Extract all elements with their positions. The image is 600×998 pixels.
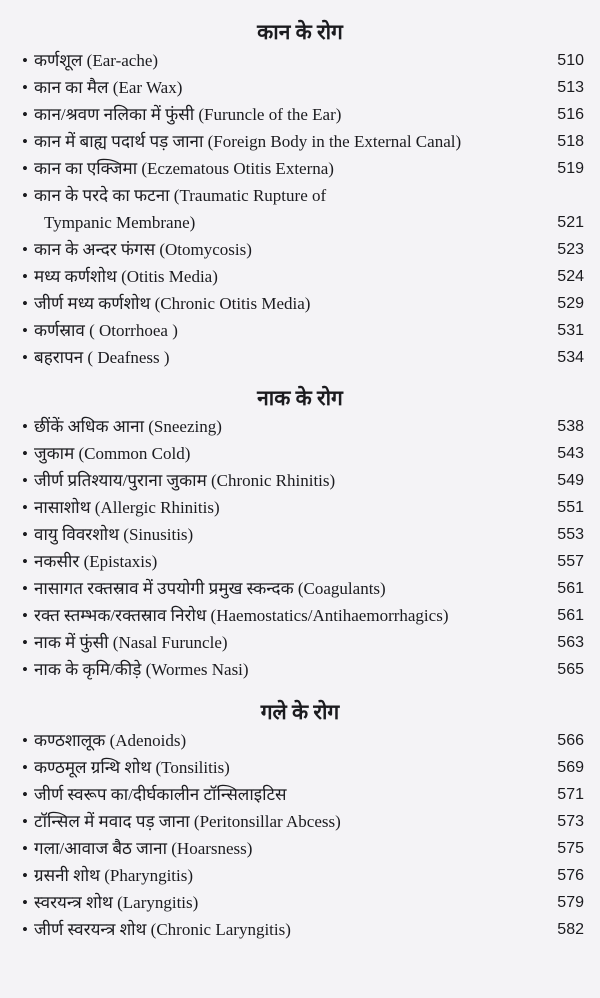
bullet-icon: • bbox=[22, 839, 28, 858]
page-number: 561 bbox=[557, 580, 584, 597]
toc-entry[interactable] bbox=[0, 808, 600, 835]
entry-title: कान का एक्जिमा (Eczematous Otitis Externa) bbox=[34, 159, 334, 178]
entry-title-continued: Tympanic Membrane) bbox=[44, 213, 196, 232]
toc-entry[interactable] bbox=[0, 317, 600, 344]
bullet-icon: • bbox=[22, 159, 28, 178]
bullet-icon: • bbox=[22, 758, 28, 777]
section-heading: कान के रोग bbox=[257, 20, 343, 44]
page-number: 513 bbox=[557, 79, 584, 96]
toc-entry[interactable] bbox=[0, 413, 600, 440]
bullet-icon: • bbox=[22, 78, 28, 97]
section-throat-diseases bbox=[0, 697, 600, 943]
page-number: 534 bbox=[557, 349, 584, 366]
toc-entry[interactable] bbox=[0, 575, 600, 602]
page-number: 576 bbox=[557, 867, 584, 884]
page-number: 551 bbox=[557, 499, 584, 516]
page-number: 575 bbox=[557, 840, 584, 857]
page-number: 519 bbox=[557, 160, 584, 177]
page-number: 523 bbox=[557, 241, 584, 258]
page-number: 553 bbox=[557, 526, 584, 543]
entry-title: रक्त स्तम्भक/रक्तस्राव निरोध (Haemostatics/Antihaemorrhagics) bbox=[34, 606, 449, 625]
entry-title: कान के परदे का फटना (Traumatic Rupture of bbox=[34, 186, 327, 205]
entry-title: मध्य कर्णशोथ (Otitis Media) bbox=[34, 267, 218, 286]
bullet-icon: • bbox=[22, 51, 28, 70]
entry-title: छींकें अधिक आना (Sneezing) bbox=[34, 417, 222, 436]
section-heading: नाक के रोग bbox=[257, 386, 343, 410]
bullet-icon: • bbox=[22, 812, 28, 831]
page-number: 566 bbox=[557, 732, 584, 749]
entry-title: टॉन्सिल में मवाद पड़ जाना (Peritonsillar Abcess) bbox=[34, 812, 341, 831]
toc-entry[interactable] bbox=[0, 754, 600, 781]
entry-title: नासाशोथ (Allergic Rhinitis) bbox=[34, 498, 220, 517]
page-number: 573 bbox=[557, 813, 584, 830]
toc-entry[interactable] bbox=[0, 290, 600, 317]
entry-title: जीर्ण मध्य कर्णशोथ (Chronic Otitis Media) bbox=[34, 294, 311, 313]
page-number: 549 bbox=[557, 472, 584, 489]
bullet-icon: • bbox=[22, 731, 28, 750]
entry-title: जीर्ण स्वरयन्त्र शोथ (Chronic Laryngitis) bbox=[34, 920, 291, 939]
entry-title: कान/श्रवण नलिका में फुंसी (Furuncle of the Ear) bbox=[34, 105, 342, 124]
entry-title: ग्रसनी शोथ (Pharyngitis) bbox=[34, 866, 194, 885]
page-number: 561 bbox=[557, 607, 584, 624]
toc-entry[interactable] bbox=[0, 74, 600, 101]
toc-entry[interactable] bbox=[0, 467, 600, 494]
entry-title: जीर्ण स्वरूप का/दीर्घकालीन टॉन्सिलाइटिस bbox=[34, 785, 287, 804]
page-number: 518 bbox=[557, 133, 584, 150]
entry-title: कण्ठमूल ग्रन्थि शोथ (Tonsilitis) bbox=[34, 758, 230, 777]
page-number: 579 bbox=[557, 894, 584, 911]
entry-title: स्वरयन्त्र शोथ (Laryngitis) bbox=[34, 893, 199, 912]
page-number: 582 bbox=[557, 921, 584, 938]
entry-title: गला/आवाज बैठ जाना (Hoarsness) bbox=[34, 839, 253, 858]
toc-entry[interactable] bbox=[0, 440, 600, 467]
bullet-icon: • bbox=[22, 471, 28, 490]
toc-entry[interactable] bbox=[0, 263, 600, 290]
toc-entry[interactable] bbox=[0, 548, 600, 575]
bullet-icon: • bbox=[22, 267, 28, 286]
bullet-icon: • bbox=[22, 525, 28, 544]
entry-title: नाक के कृमि/कीड़े (Wormes Nasi) bbox=[34, 660, 249, 679]
bullet-icon: • bbox=[22, 633, 28, 652]
section-ear-diseases bbox=[0, 17, 600, 371]
toc-entry[interactable] bbox=[0, 602, 600, 629]
entry-title: जुकाम (Common Cold) bbox=[34, 444, 191, 463]
bullet-icon: • bbox=[22, 417, 28, 436]
page-number: 524 bbox=[557, 268, 584, 285]
toc-entry[interactable] bbox=[0, 494, 600, 521]
toc-entry[interactable] bbox=[0, 781, 600, 808]
entry-title: जीर्ण प्रतिश्याय/पुराना जुकाम (Chronic Rhinitis) bbox=[34, 471, 336, 490]
section-nose-diseases bbox=[0, 383, 600, 683]
bullet-icon: • bbox=[22, 660, 28, 679]
bullet-icon: • bbox=[22, 552, 28, 571]
toc-entry[interactable] bbox=[0, 656, 600, 683]
bullet-icon: • bbox=[22, 348, 28, 367]
bullet-icon: • bbox=[22, 920, 28, 939]
bullet-icon: • bbox=[22, 294, 28, 313]
bullet-icon: • bbox=[22, 893, 28, 912]
toc-entry[interactable] bbox=[0, 101, 600, 128]
entry-title: कान में बाह्य पदार्थ पड़ जाना (Foreign Body in the External Canal) bbox=[34, 132, 462, 151]
toc-entry[interactable] bbox=[0, 182, 600, 236]
entry-title: कान का मैल (Ear Wax) bbox=[34, 78, 183, 97]
page-number: 563 bbox=[557, 634, 584, 651]
toc-entry[interactable] bbox=[0, 47, 600, 74]
page-number: 510 bbox=[557, 52, 584, 69]
toc-entry[interactable] bbox=[0, 727, 600, 754]
toc-entry[interactable] bbox=[0, 155, 600, 182]
toc-entry[interactable] bbox=[0, 889, 600, 916]
entry-title: कण्ठशालूक (Adenoids) bbox=[34, 731, 187, 750]
bullet-icon: • bbox=[22, 866, 28, 885]
bullet-icon: • bbox=[22, 579, 28, 598]
page-number: 521 bbox=[557, 214, 584, 231]
toc-entry[interactable] bbox=[0, 916, 600, 943]
toc-entry[interactable] bbox=[0, 236, 600, 263]
page-number: 531 bbox=[557, 322, 584, 339]
page-number: 529 bbox=[557, 295, 584, 312]
bullet-icon: • bbox=[22, 186, 28, 205]
bullet-icon: • bbox=[22, 132, 28, 151]
entry-title: कर्णस्राव ( Otorrhoea ) bbox=[34, 321, 178, 340]
page-number: 557 bbox=[557, 553, 584, 570]
page-number: 565 bbox=[557, 661, 584, 678]
entry-title: कर्णशूल (Ear-ache) bbox=[34, 51, 159, 70]
entry-title: वायु विवरशोथ (Sinusitis) bbox=[34, 525, 194, 544]
page-number: 538 bbox=[557, 418, 584, 435]
bullet-icon: • bbox=[22, 498, 28, 517]
toc-entry[interactable] bbox=[0, 521, 600, 548]
section-heading: गले के रोग bbox=[260, 700, 340, 724]
entry-title: बहरापन ( Deafness ) bbox=[34, 348, 170, 367]
toc-entry[interactable] bbox=[0, 862, 600, 889]
entry-title: कान के अन्दर फंगस (Otomycosis) bbox=[34, 240, 252, 259]
page-number: 543 bbox=[557, 445, 584, 462]
page-number: 571 bbox=[557, 786, 584, 803]
page-number: 516 bbox=[557, 106, 584, 123]
bullet-icon: • bbox=[22, 105, 28, 124]
entry-title: नकसीर (Epistaxis) bbox=[34, 552, 158, 571]
toc-entry[interactable] bbox=[0, 128, 600, 155]
toc-entry[interactable] bbox=[0, 344, 600, 371]
entry-title: नाक में फुंसी (Nasal Furuncle) bbox=[34, 633, 228, 652]
toc-entry[interactable] bbox=[0, 629, 600, 656]
bullet-icon: • bbox=[22, 606, 28, 625]
bullet-icon: • bbox=[22, 444, 28, 463]
bullet-icon: • bbox=[22, 240, 28, 259]
bullet-icon: • bbox=[22, 321, 28, 340]
page-number: 569 bbox=[557, 759, 584, 776]
bullet-icon: • bbox=[22, 785, 28, 804]
entry-title: नासागत रक्तस्राव में उपयोगी प्रमुख स्कन्दक (Coagulants) bbox=[34, 579, 386, 598]
toc-entry[interactable] bbox=[0, 835, 600, 862]
